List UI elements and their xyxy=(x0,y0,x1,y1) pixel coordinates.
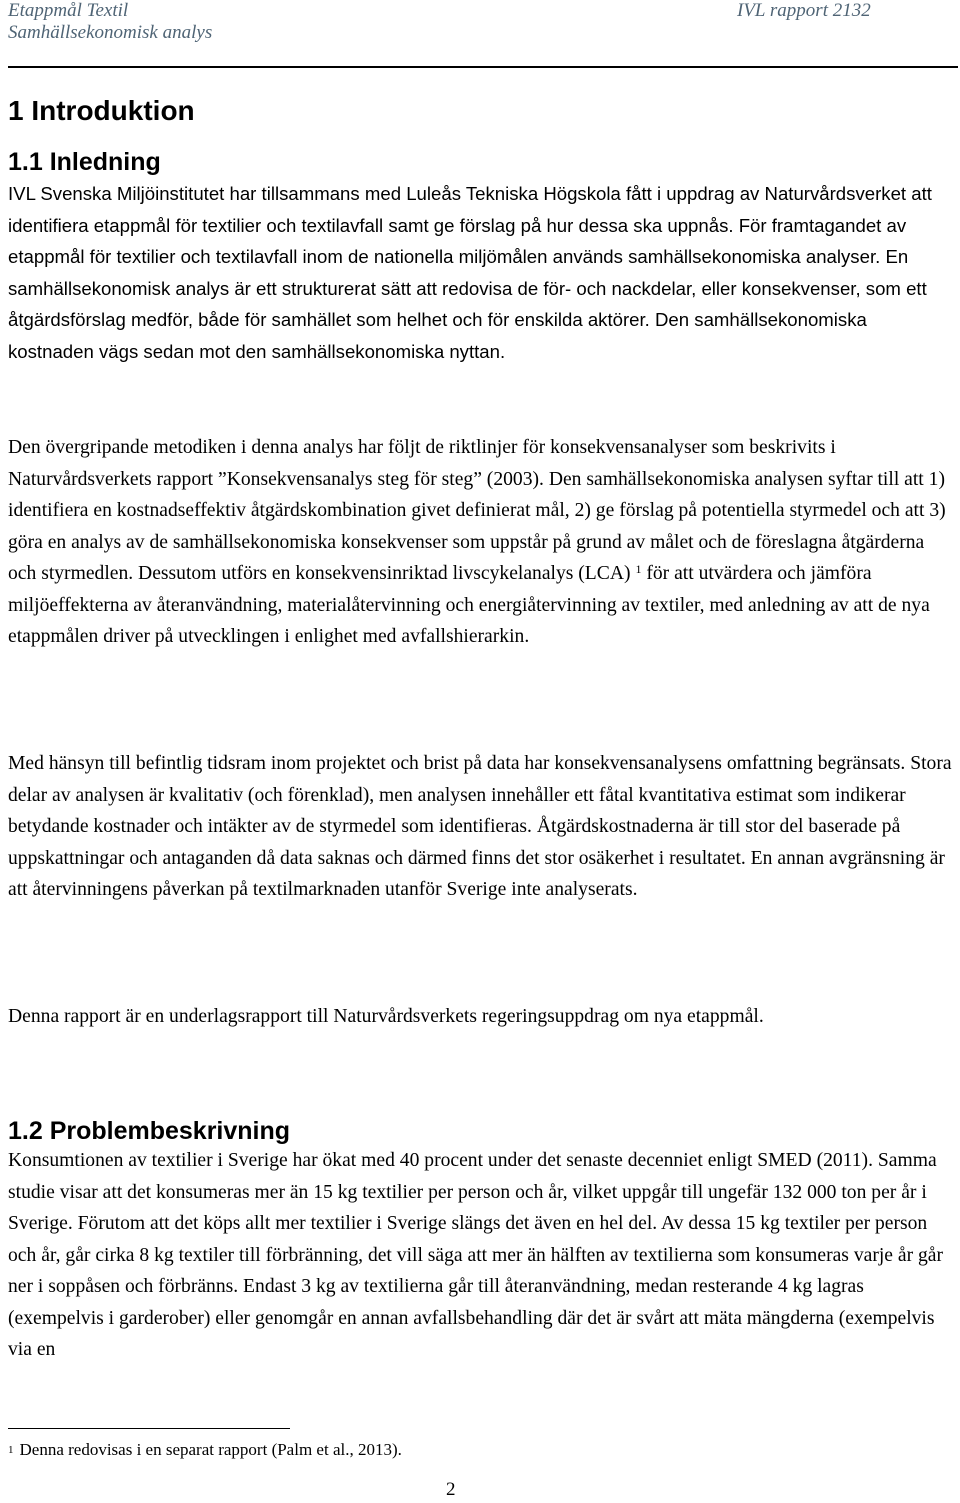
paragraph-problembeskrivning-1: Konsumtionen av textilier i Sverige har ökat med 40 procent under det senaste decenniet enligt SMED (2011). Samma studie visar att det konsumeras mer än 15 kg textilier per person och år, vilket uppgår till ungefär 132 000 ton per år i Sverige. Förutom att det köps allt mer textilier i Sverige slängs det även en hel del. Av dessa 15 kg textiler per person och år, går cirka 8 kg textiler till förbränning, det vill säga att mer än hälften av textilierna som konsumeras varje år går ner i soppåsen och förbränns. Endast 3 kg av textilierna går till återanvändning, medan resterande 4 kg lagras (exempelvis i garderober) eller genomgår en annan avfallsbehandling där det är svårt att mäta mängderna (exempelvis via en xyxy=(8,1150,944,1360)
footnote-reference[interactable]: 1 xyxy=(635,562,642,576)
paragraph-inledning-2 xyxy=(8,432,953,653)
footnote xyxy=(8,1438,402,1462)
header-report-title: Etappmål Textil xyxy=(8,0,129,21)
page-number: 2 xyxy=(446,1479,456,1500)
section-heading-inledning: 1.1 Inledning xyxy=(8,148,161,176)
footnote-mark: 1 xyxy=(8,1444,14,1456)
paragraph-inledning-4: Denna rapport är en underlagsrapport till Naturvårdsverkets regeringsuppdrag om nya etappmål. xyxy=(8,1006,764,1027)
footnote-text: Denna redovisas i en separat rapport (Palm et al., 2013). xyxy=(19,1440,402,1459)
header-report-subtitle: Samhällsekonomisk analys xyxy=(8,22,213,43)
header-divider xyxy=(8,66,958,68)
paragraph-inledning-1: IVL Svenska Miljöinstitutet har tillsammans med Luleås Tekniska Högskola fått i uppdrag av Naturvårdsverket att identifiera etappmål för textilier och textilavfall samt ge förslag på hur dessa ska uppnås. För framtagandet av etappmål för textilier och textilavfall inom de nationella miljömålen används samhällsekonomiska analyser. En samhällsekonomisk analys är ett strukturerat sätt att redovisa de för- och nackdelar, eller konsekvenser, som ett åtgärdsförslag medför, både för samhället som helhet och för enskilda aktörer. Den samhällsekonomiska kostnaden vägs sedan mot den samhällsekonomiska nyttan. xyxy=(8,183,932,362)
section-heading-problembeskrivning: 1.2 Problembeskrivning xyxy=(8,1117,291,1145)
paragraph-text: för att utvärdera och jämföra miljöeffekterna av återanvändning, materialåtervinning och energiåtervinning av textiler, med anledning av att de nya etappmålen driver på utvecklingen i enlighet med avfallshierarkin. xyxy=(8,563,930,647)
paragraph-inledning-3: Med hänsyn till befintlig tidsram inom projektet och brist på data har konsekvensanalysens omfattning begränsats. Stora delar av analysen är kvalitativ (och förenklad), men analysen innehåller ett fåtal kvantitativa estimat som indikerar betydande kostnader och intäkter av de styrmedel som identifieras. Åtgärdskostnaderna är till stor del baserade på uppskattningar och antaganden då data saknas och därmed finns det stor osäkerhet i resultatet. En annan avgränsning är att återvinningens påverkan på textilmarknaden utanför Sverige inte analyserats. xyxy=(8,753,952,900)
footnote-divider xyxy=(8,1428,290,1429)
running-header xyxy=(8,0,954,68)
header-left xyxy=(8,0,212,44)
paragraph-text: Den övergripande metodiken i denna analys har följt de riktlinjer för konsekvensanalyser som beskrivits i Naturvårdsverkets rapport ”Konsekvensanalys steg för steg” (2003). Den samhällsekonomiska analysen syftar till att 1) identifiera en kostnadseffektiv åtgärdskombination givet definierat mål, 2) ge förslag på potentiella styrmedel och att 3) göra en analys av de samhällsekonomiska konsekvenser som uppstår på grund av målet och de föreslagna åtgärderna och styrmedlen. Dessutom utförs en konsekvensinriktad livscykelanalys (LCA) xyxy=(8,437,946,584)
header-report-number: IVL rapport 2132 xyxy=(737,0,871,21)
chapter-heading: 1 Introduktion xyxy=(8,95,195,126)
